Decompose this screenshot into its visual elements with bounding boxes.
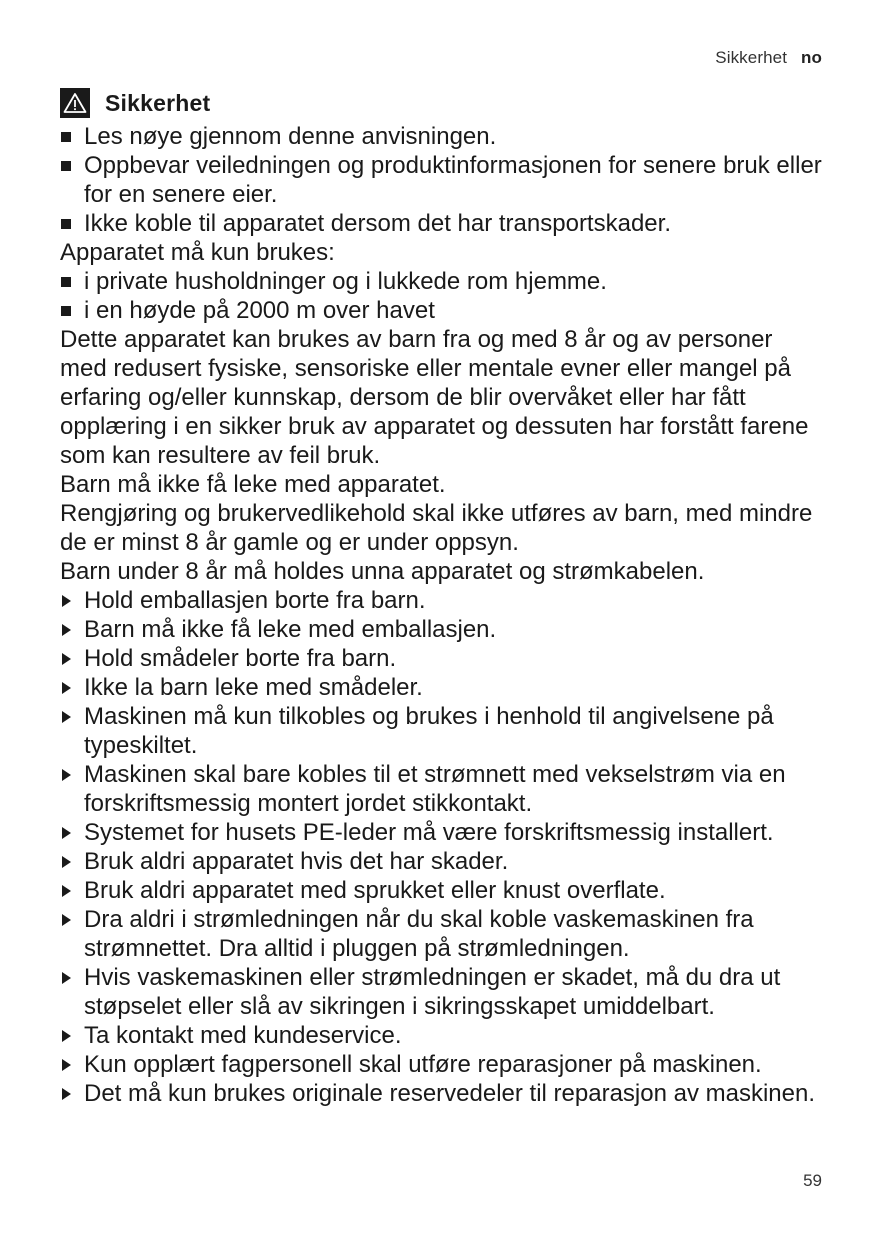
arrow-bullet-icon [60, 760, 84, 818]
arrow-bullet-icon [60, 586, 84, 615]
page-header [715, 48, 822, 68]
square-bullet-icon [60, 267, 84, 296]
square-bullet-icon [60, 122, 84, 151]
arrow-bullet-icon [60, 818, 84, 847]
list-item: Ta kontakt med kundeservice. [60, 1021, 825, 1050]
square-bullet-icon [60, 151, 84, 209]
list-item: Hvis vaskemaskinen eller strømledningen er skadet, må du dra ut støpselet eller slå av sikringen i sikringsskapet umiddelbart. [60, 963, 825, 1021]
arrow-bullet-icon [60, 876, 84, 905]
header-language: no [801, 48, 822, 67]
arrow-bullet-icon [60, 905, 84, 963]
list-item: Bruk aldri apparatet hvis det har skader. [60, 847, 825, 876]
list-item: Les nøye gjennom denne anvisningen. [60, 122, 825, 151]
safety-section [60, 86, 825, 1108]
list-item: Det må kun brukes originale reservedeler til reparasjon av maskinen. [60, 1079, 825, 1108]
list-item: Ikke koble til apparatet dersom det har transportskader. [60, 209, 825, 238]
square-bullet-icon [60, 296, 84, 325]
list-item: Maskinen skal bare kobles til et strømnett med vekselstrøm via en forskriftsmessig montert jordet stikkontakt. [60, 760, 825, 818]
usage-list [60, 267, 825, 325]
list-item: Dra aldri i strømledningen når du skal koble vaskemaskinen fra strømnettet. Dra alltid i pluggen på strømledningen. [60, 905, 825, 963]
paragraph-cleaning: Rengjøring og brukervedlikehold skal ikke utføres av barn, med mindre de er minst 8 år gamle og er under oppsyn. [60, 500, 813, 556]
page-number: 59 [803, 1171, 822, 1190]
list-item: Maskinen må kun tilkobles og brukes i henhold til angivelsene på typeskiltet. [60, 702, 825, 760]
arrow-bullet-icon [60, 1021, 84, 1050]
square-bullet-icon [60, 209, 84, 238]
list-item: i en høyde på 2000 m over havet [60, 296, 825, 325]
list-item: Hold emballasjen borte fra barn. [60, 586, 825, 615]
arrow-bullet-icon [60, 702, 84, 760]
paragraph-under-8: Barn under 8 år må holdes unna apparatet og strømkabelen. [60, 558, 705, 585]
warning-icon [60, 88, 90, 118]
list-item: i private husholdninger og i lukkede rom hjemme. [60, 267, 825, 296]
arrow-bullet-icon [60, 644, 84, 673]
list-item: Bruk aldri apparatet med sprukket eller knust overflate. [60, 876, 825, 905]
arrow-bullet-icon [60, 615, 84, 644]
arrow-bullet-icon [60, 847, 84, 876]
usage-label: Apparatet må kun brukes: [60, 239, 335, 266]
list-item: Kun opplært fagpersonell skal utføre reparasjoner på maskinen. [60, 1050, 825, 1079]
paragraph-no-play: Barn må ikke få leke med apparatet. [60, 471, 446, 498]
header-section: Sikkerhet [715, 48, 788, 67]
list-item: Barn må ikke få leke med emballasjen. [60, 615, 825, 644]
arrow-bullet-icon [60, 673, 84, 702]
arrow-bullet-icon [60, 1050, 84, 1079]
list-item: Oppbevar veiledningen og produktinformasjonen for senere bruk eller for en senere eier. [60, 151, 825, 209]
arrow-bullet-icon [60, 963, 84, 1021]
list-item: Systemet for husets PE-leder må være forskriftsmessig installert. [60, 818, 825, 847]
list-item: Ikke la barn leke med smådeler. [60, 673, 825, 702]
paragraph-children-ability: Dette apparatet kan brukes av barn fra og med 8 år og av personer med redusert fysiske, sensoriske eller mentale evner eller mangel på erfaring og/eller kunnskap, dersom de blir overvåket eller har fått opplæring i en sikker bruk av apparatet og dessuten har forstått farene som kan resultere av feil bruk. [60, 326, 809, 469]
arrow-bullet-icon [60, 1079, 84, 1108]
section-heading [60, 86, 825, 120]
list-item: Hold smådeler borte fra barn. [60, 644, 825, 673]
intro-list [60, 122, 825, 238]
section-title: Sikkerhet [105, 89, 211, 116]
action-list [60, 586, 825, 1108]
